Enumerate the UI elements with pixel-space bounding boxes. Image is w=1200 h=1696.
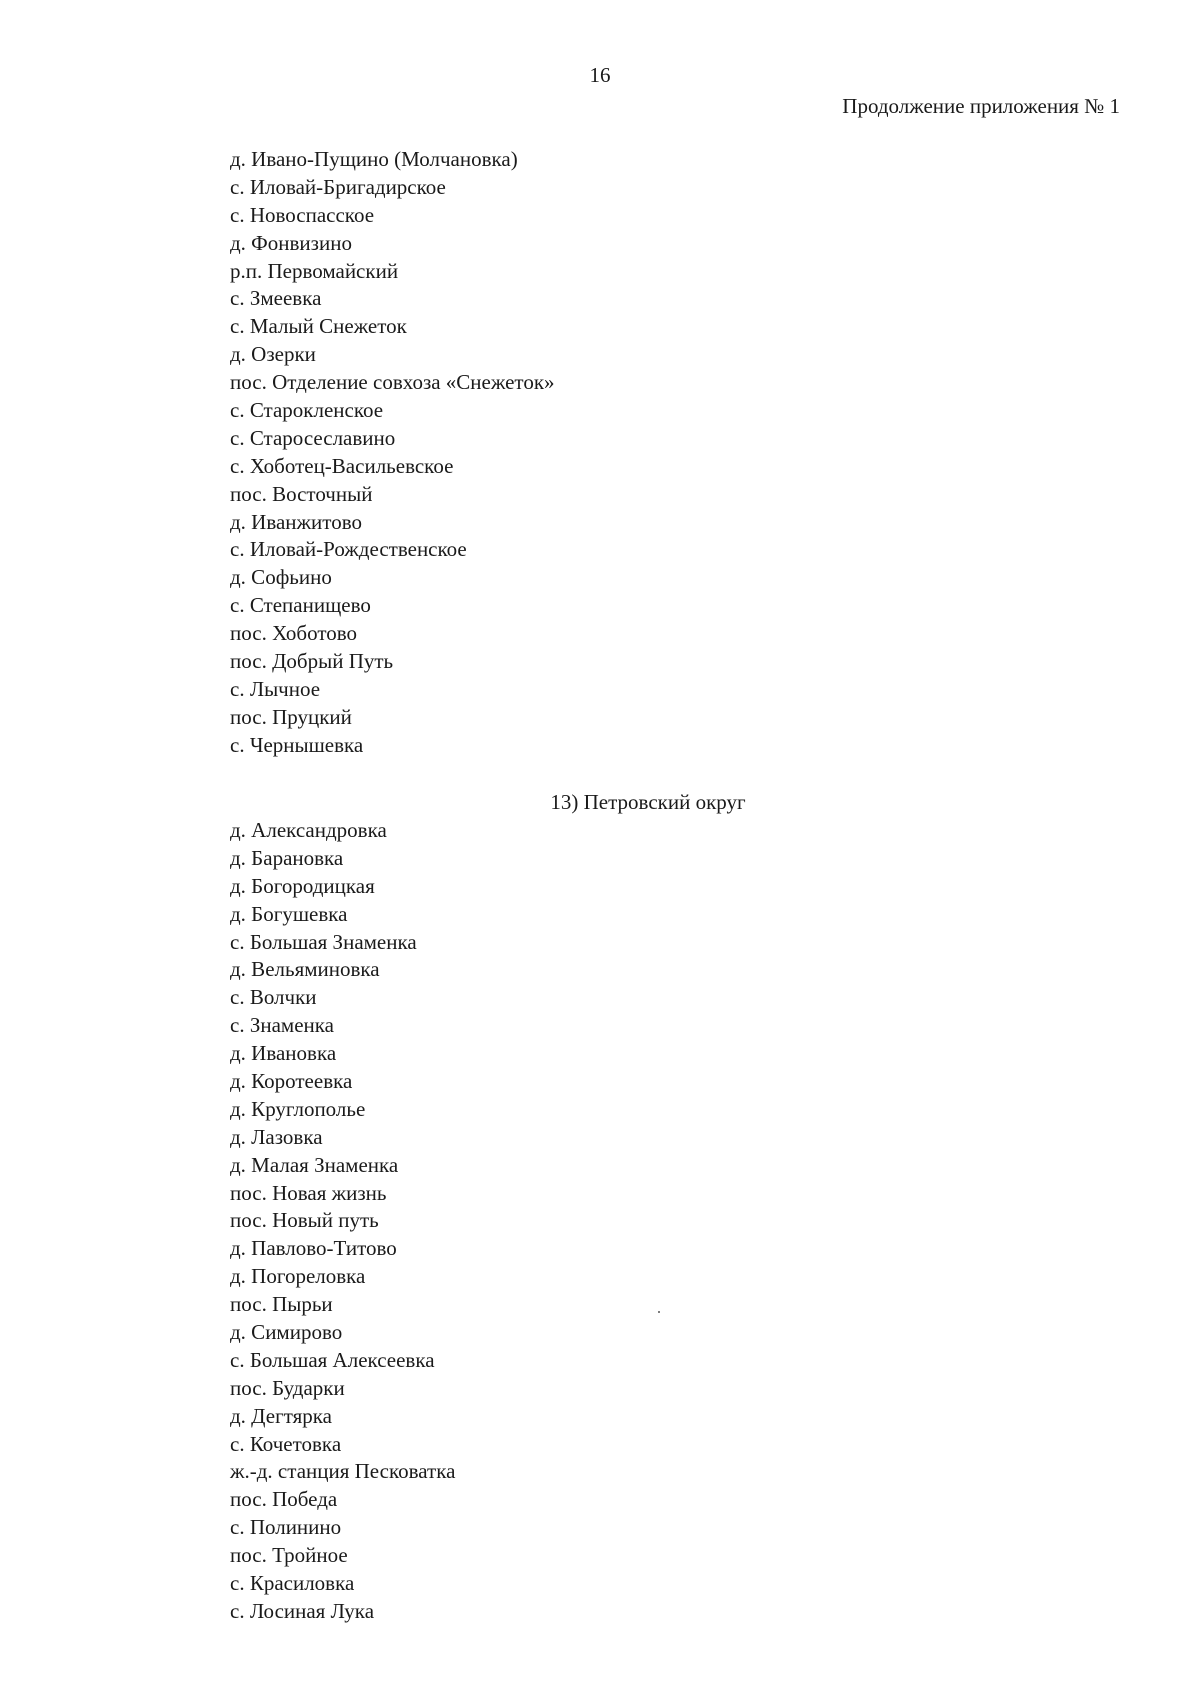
list-item: с. Полинино <box>230 1515 342 1540</box>
list-item: с. Большая Алексеевка <box>230 1347 435 1372</box>
list-item: д. Фонвизино <box>230 230 352 255</box>
list-item: с. Малый Снежеток <box>230 314 407 339</box>
list-item: д. Александровка <box>230 818 387 842</box>
list-item: с. Иловай-Бригадирское <box>230 174 446 199</box>
list-item: пос. Тройное <box>230 1543 348 1568</box>
list-item: с. Степанищево <box>230 593 371 618</box>
list-item: д. Богушевка <box>230 901 348 926</box>
list-item: пос. Хоботово <box>230 621 358 646</box>
list-item: д. Дегтярка <box>230 1403 332 1428</box>
list-item: с. Лычное <box>230 676 321 701</box>
list-item: пос. Новый путь <box>230 1208 379 1233</box>
list-item: с. Лосиная Лука <box>230 1598 375 1623</box>
list-item: д. Круглополье <box>230 1096 366 1121</box>
list-item: д. Погореловка <box>230 1264 366 1289</box>
list-item: с. Волчки <box>230 985 317 1010</box>
list-item: д. Софьино <box>230 565 332 590</box>
list-item: пос. Пруцкий <box>230 704 352 729</box>
list-item: д. Коротеевка <box>230 1069 353 1094</box>
list-item: д. Павлово-Титово <box>230 1236 397 1261</box>
list-item: пос. Восточный <box>230 481 373 506</box>
list-item: пос. Пырьи <box>230 1292 333 1317</box>
list-item: д. Озерки <box>230 342 316 367</box>
list-item: с. Кочетовка <box>230 1431 342 1456</box>
list-item: пос. Победа <box>230 1487 338 1512</box>
section-heading: 13) Петровский округ <box>550 790 746 814</box>
list-item: с. Большая Знаменка <box>230 929 417 954</box>
list-item: д. Вельяминовка <box>230 957 380 982</box>
list-item: с. Змеевка <box>230 286 322 311</box>
list-item: д. Ивановка <box>230 1041 337 1066</box>
list-item: с. Хоботец-Васильевское <box>230 453 454 478</box>
appendix-continuation-note: Продолжение приложения № 1 <box>842 94 1120 118</box>
list-item: с. Староклeнское <box>230 398 384 423</box>
list-item: д. Малая Знаменка <box>230 1152 399 1177</box>
settlement-list-petrovsky <box>230 817 455 1626</box>
list-item: пос. Отделение совхоза «Снежеток» <box>230 370 555 395</box>
list-item: ж.-д. станция Песковатка <box>230 1459 456 1484</box>
list-item: д. Иванжитово <box>230 509 362 534</box>
list-item: с. Знаменка <box>230 1013 334 1038</box>
list-item: д. Лазовка <box>230 1124 323 1149</box>
list-item: д. Симирово <box>230 1320 343 1345</box>
list-item: с. Новоспасское <box>230 202 375 227</box>
list-item: д. Барановка <box>230 845 344 870</box>
list-item: р.п. Первомайский <box>230 258 399 283</box>
list-item: с. Чернышевка <box>230 732 364 757</box>
page-number: 16 <box>589 63 611 87</box>
list-item: д. Ивано-Пущино (Молчановка) <box>230 147 518 171</box>
list-item: пос. Бударки <box>230 1375 345 1400</box>
list-item: д. Богородицкая <box>230 873 375 898</box>
list-item: пос. Новая жизнь <box>230 1180 387 1205</box>
list-item: с. Красиловка <box>230 1571 355 1596</box>
list-item: с. Иловай-Рождественское <box>230 537 467 562</box>
scan-speck <box>658 1311 660 1313</box>
list-item: с. Старосеславино <box>230 425 396 450</box>
list-item: пос. Добрый Путь <box>230 649 394 674</box>
settlement-list-continued <box>230 146 555 760</box>
